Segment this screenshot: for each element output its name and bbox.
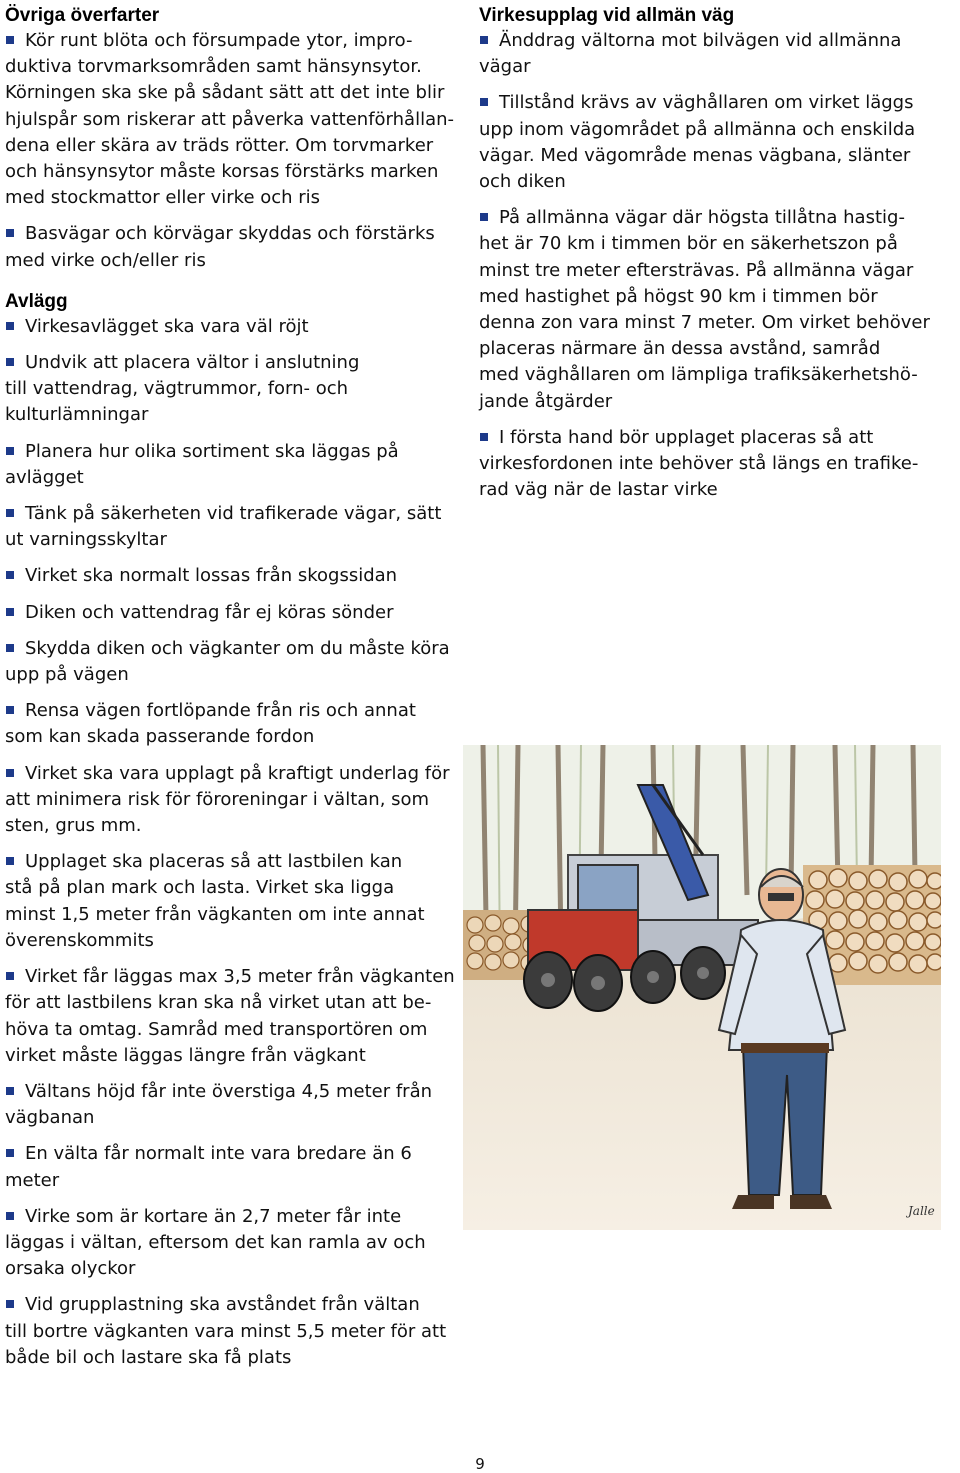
bullet-item-line bbox=[479, 117, 931, 143]
bullet-item-text: Vältans höjd får inte överstiga 4,5 meter från bbox=[25, 1080, 433, 1102]
bullet-item-line bbox=[5, 813, 455, 839]
square-bullet-icon bbox=[6, 608, 14, 616]
bullet-item bbox=[479, 205, 931, 415]
bullet-item-text: Skydda diken och vägkanter om du måste köra bbox=[25, 637, 450, 659]
bullet-item-line bbox=[5, 1079, 455, 1105]
bullet-item-line bbox=[5, 350, 455, 376]
bullet-item-text: Vid grupplastning ska avståndet från vältan bbox=[25, 1294, 420, 1316]
bullet-item-text: På allmänna vägar där högsta tillåtna hastig- bbox=[499, 207, 905, 229]
bullet-item-line bbox=[5, 1345, 455, 1371]
bullet-item-line bbox=[5, 724, 455, 750]
bullet-item-line bbox=[479, 310, 931, 336]
bullet-item-text: Basvägar och körvägar skyddas och förstärks bbox=[25, 223, 435, 245]
heading-virkesupplag: Virkesupplag vid allmän väg bbox=[479, 5, 735, 26]
bullet-item-line bbox=[5, 221, 455, 247]
bullet-item bbox=[5, 600, 455, 626]
page-number: 9 bbox=[475, 1455, 485, 1473]
bullet-item-line bbox=[5, 527, 455, 553]
bullet-item-line bbox=[479, 205, 931, 231]
right-column bbox=[479, 4, 931, 513]
bullet-item-line bbox=[5, 928, 455, 954]
bullet-item-line bbox=[5, 28, 455, 54]
bullet-item bbox=[5, 350, 455, 429]
bullet-item-text: både bil och lastare ska få plats bbox=[5, 1346, 292, 1368]
bullet-item-text: dena eller skära av träds rötter. Om torvmarker bbox=[5, 134, 434, 156]
bullet-item-text: Virket ska normalt lossas från skogssidan bbox=[25, 565, 398, 587]
bullet-item-line bbox=[479, 28, 931, 54]
bullet-item-text: Diken och vattendrag får ej köras sönder bbox=[25, 601, 394, 623]
bullet-item-line bbox=[479, 231, 931, 257]
square-bullet-icon bbox=[6, 322, 14, 330]
bullet-item-text: som kan skada passerande fordon bbox=[5, 726, 315, 748]
forwarder-illustration bbox=[463, 745, 941, 1230]
square-bullet-icon bbox=[6, 1300, 14, 1308]
bullet-item-text: duktiva torvmarksområden samt hänsynsytor. bbox=[5, 56, 422, 78]
heading-ovriga-overfarter: Övriga överfarter bbox=[5, 5, 160, 26]
bullet-item-line bbox=[479, 143, 931, 169]
bullet-item-text: Virket får läggas max 3,5 meter från vägkanten bbox=[25, 966, 455, 988]
bullet-item-line bbox=[5, 465, 455, 491]
bullet-item-line bbox=[5, 185, 455, 211]
bullet-item-line bbox=[479, 362, 931, 388]
bullet-item-line bbox=[5, 107, 455, 133]
bullet-item-text: med virke och/eller ris bbox=[5, 249, 206, 271]
bullet-item bbox=[479, 425, 931, 504]
bullet-item-line bbox=[5, 875, 455, 901]
bullet-item bbox=[479, 90, 931, 195]
bullet-item-text: En välta får normalt inte vara bredare än 6 bbox=[25, 1143, 412, 1165]
bullet-item-text: Kör runt blöta och försumpade ytor, impro- bbox=[25, 30, 413, 51]
bullet-item bbox=[5, 761, 455, 840]
bullet-item-line bbox=[479, 258, 931, 284]
bullet-item-text: virkesfordonen inte behöver stå längs en trafike- bbox=[479, 453, 919, 475]
bullet-item-line bbox=[5, 1319, 455, 1345]
bullet-item-line bbox=[5, 1230, 455, 1256]
bullet-item-text: Änddrag vältorna mot bilvägen vid allmänna bbox=[499, 30, 902, 51]
bullet-item-text: Undvik att placera vältor i anslutning bbox=[25, 352, 360, 374]
square-bullet-icon bbox=[6, 358, 14, 366]
virkesupplag-list bbox=[479, 28, 931, 503]
bullet-item bbox=[5, 1292, 455, 1371]
square-bullet-icon bbox=[480, 36, 488, 44]
heading-avlagg: Avlägg bbox=[5, 290, 68, 312]
bullet-item-line bbox=[5, 849, 455, 875]
bullet-item-text: orsaka olyckor bbox=[5, 1258, 136, 1280]
bullet-item-line bbox=[5, 761, 455, 787]
bullet-item-line bbox=[5, 902, 455, 928]
bullet-item-line bbox=[5, 1168, 455, 1194]
bullet-item-text: med väghållaren om lämpliga trafiksäkerhetshö- bbox=[479, 364, 918, 386]
bullet-item-text: vägar. Med vägområde menas vägbana, slänter bbox=[479, 144, 911, 166]
bullet-item-line bbox=[5, 159, 455, 185]
bullet-item-text: till bortre vägkanten vara minst 5,5 meter för att bbox=[5, 1320, 447, 1342]
bullet-item bbox=[5, 636, 455, 688]
square-bullet-icon bbox=[6, 644, 14, 652]
bullet-item bbox=[5, 1141, 455, 1193]
square-bullet-icon bbox=[6, 571, 14, 579]
bullet-item-text: sten, grus mm. bbox=[5, 815, 142, 837]
bullet-item-text: het är 70 km i timmen bör en säkerhetszon på bbox=[479, 233, 898, 255]
bullet-item-text: minst tre meter eftersträvas. På allmänna vägar bbox=[479, 259, 914, 281]
bullet-item-line bbox=[5, 1105, 455, 1131]
bullet-item-text: höva ta omtag. Samråd med transportören om bbox=[5, 1018, 428, 1040]
bullet-item-line bbox=[5, 248, 455, 274]
bullet-item-text: Upplaget ska placeras så att lastbilen kan bbox=[25, 851, 403, 873]
bullet-item-line bbox=[479, 169, 931, 195]
square-bullet-icon bbox=[6, 769, 14, 777]
bullet-item-line bbox=[479, 54, 931, 80]
bullet-item-text: jande åtgärder bbox=[479, 390, 613, 412]
square-bullet-icon bbox=[6, 706, 14, 714]
bullet-item-line bbox=[5, 662, 455, 688]
bullet-item-line bbox=[479, 90, 931, 116]
bullet-item-line bbox=[5, 1043, 455, 1069]
bullet-item bbox=[5, 28, 455, 211]
bullet-item-text: hjulspår som riskerar att påverka vattenförhållan- bbox=[5, 108, 455, 130]
bullet-item-text: Tillstånd krävs av väghållaren om virket läggs bbox=[499, 92, 914, 114]
bullet-item-text: avlägget bbox=[5, 466, 84, 488]
bullet-item-text: denna zon vara minst 7 meter. Om virket behöver bbox=[479, 312, 930, 334]
bullet-item-text: med hastighet på högst 90 km i timmen bör bbox=[479, 285, 878, 307]
bullet-item-text: Virke som är kortare än 2,7 meter får inte bbox=[25, 1205, 402, 1227]
square-bullet-icon bbox=[6, 229, 14, 237]
bullet-item-text: rad väg när de lastar virke bbox=[479, 479, 718, 501]
bullet-item-line bbox=[5, 376, 455, 402]
bullet-item-line bbox=[5, 314, 455, 340]
left-column bbox=[5, 4, 455, 1381]
bullet-item bbox=[5, 563, 455, 589]
bullet-item-line bbox=[5, 787, 455, 813]
bullet-item-text: Körningen ska ske på sådant sätt att det inte blir bbox=[5, 82, 445, 104]
avlagg-list bbox=[5, 314, 455, 1371]
bullet-item bbox=[5, 439, 455, 491]
square-bullet-icon bbox=[6, 857, 14, 865]
bullet-item-text: Virket ska vara upplagt på kraftigt underlag för bbox=[25, 762, 450, 784]
bullet-item-line bbox=[5, 80, 455, 106]
bullet-item-line bbox=[479, 451, 931, 477]
bullet-item bbox=[5, 964, 455, 1069]
bullet-item-line bbox=[5, 698, 455, 724]
square-bullet-icon bbox=[480, 213, 488, 221]
bullet-item-text: att minimera risk för föroreningar i vältan, som bbox=[5, 788, 430, 810]
square-bullet-icon bbox=[6, 1087, 14, 1095]
bullet-item bbox=[5, 1079, 455, 1131]
bullet-item-line bbox=[479, 336, 931, 362]
bullet-item-line bbox=[5, 402, 455, 428]
bullet-item bbox=[5, 221, 455, 273]
bullet-item-line bbox=[5, 1017, 455, 1043]
square-bullet-icon bbox=[480, 433, 488, 441]
bullet-item-text: ut varningsskyltar bbox=[5, 529, 167, 551]
bullet-item bbox=[5, 1204, 455, 1283]
bullet-item-line bbox=[479, 477, 931, 503]
overfarter-list bbox=[5, 28, 455, 274]
bullet-item-line bbox=[5, 439, 455, 465]
square-bullet-icon bbox=[6, 972, 14, 980]
bullet-item-text: meter bbox=[5, 1169, 60, 1191]
square-bullet-icon bbox=[6, 447, 14, 455]
bullet-item-text: Planera hur olika sortiment ska läggas på bbox=[25, 440, 399, 462]
bullet-item bbox=[5, 849, 455, 954]
bullet-item-text: med stockmattor eller virke och ris bbox=[5, 187, 321, 209]
bullet-item-text: kulturlämningar bbox=[5, 404, 149, 426]
bullet-item-text: Tänk på säkerheten vid trafikerade vägar, sätt bbox=[25, 503, 442, 525]
square-bullet-icon bbox=[480, 98, 488, 106]
bullet-item-line bbox=[479, 284, 931, 310]
bullet-item-text: I första hand bör upplaget placeras så att bbox=[499, 426, 874, 448]
bullet-item-line bbox=[479, 425, 931, 451]
bullet-item-text: överenskommits bbox=[5, 929, 154, 951]
bullet-item-text: läggas i vältan, eftersom det kan ramla av och bbox=[5, 1231, 426, 1253]
square-bullet-icon bbox=[6, 1212, 14, 1220]
square-bullet-icon bbox=[6, 36, 14, 44]
bullet-item-text: för att lastbilens kran ska nå virket utan att be- bbox=[5, 992, 432, 1014]
bullet-item-text: till vattendrag, vägtrummor, forn- och bbox=[5, 378, 349, 400]
bullet-item-text: och diken bbox=[479, 171, 566, 193]
bullet-item bbox=[5, 698, 455, 750]
bullet-item-line bbox=[5, 501, 455, 527]
bullet-item-line bbox=[5, 990, 455, 1016]
bullet-item-line bbox=[5, 54, 455, 80]
bullet-item-text: vägar bbox=[479, 56, 531, 78]
bullet-item-text: upp på vägen bbox=[5, 664, 129, 686]
square-bullet-icon bbox=[6, 1149, 14, 1157]
bullet-item-line bbox=[5, 563, 455, 589]
bullet-item-line bbox=[479, 389, 931, 415]
bullet-item-text: och hänsynsytor måste korsas förstärks marken bbox=[5, 161, 439, 183]
bullet-item bbox=[5, 314, 455, 340]
bullet-item-line bbox=[5, 133, 455, 159]
bullet-item bbox=[479, 28, 931, 80]
bullet-item-text: vägbanan bbox=[5, 1107, 95, 1129]
bullet-item-text: stå på plan mark och lasta. Virket ska ligga bbox=[5, 877, 395, 899]
square-bullet-icon bbox=[6, 509, 14, 517]
bullet-item-text: minst 1,5 meter från vägkanten om inte annat bbox=[5, 903, 425, 925]
bullet-item-text: upp inom vägområdet på allmänna och enskilda bbox=[479, 118, 916, 140]
bullet-item-line bbox=[5, 1292, 455, 1318]
bullet-item-text: Rensa vägen fortlöpande från ris och annat bbox=[25, 700, 416, 722]
bullet-item-line bbox=[5, 1256, 455, 1282]
bullet-item-text: Virkesavlägget ska vara väl röjt bbox=[25, 315, 309, 337]
bullet-item-text: virket måste läggas längre från vägkant bbox=[5, 1044, 366, 1066]
bullet-item-text: placeras närmare än dessa avstånd, samråd bbox=[479, 338, 881, 360]
bullet-item-line bbox=[5, 964, 455, 990]
bullet-item bbox=[5, 501, 455, 553]
bullet-item-line bbox=[5, 1204, 455, 1230]
bullet-item-line bbox=[5, 636, 455, 662]
bullet-item-line bbox=[5, 600, 455, 626]
signature-text: Jalle bbox=[908, 1204, 935, 1218]
bullet-item-line bbox=[5, 1141, 455, 1167]
